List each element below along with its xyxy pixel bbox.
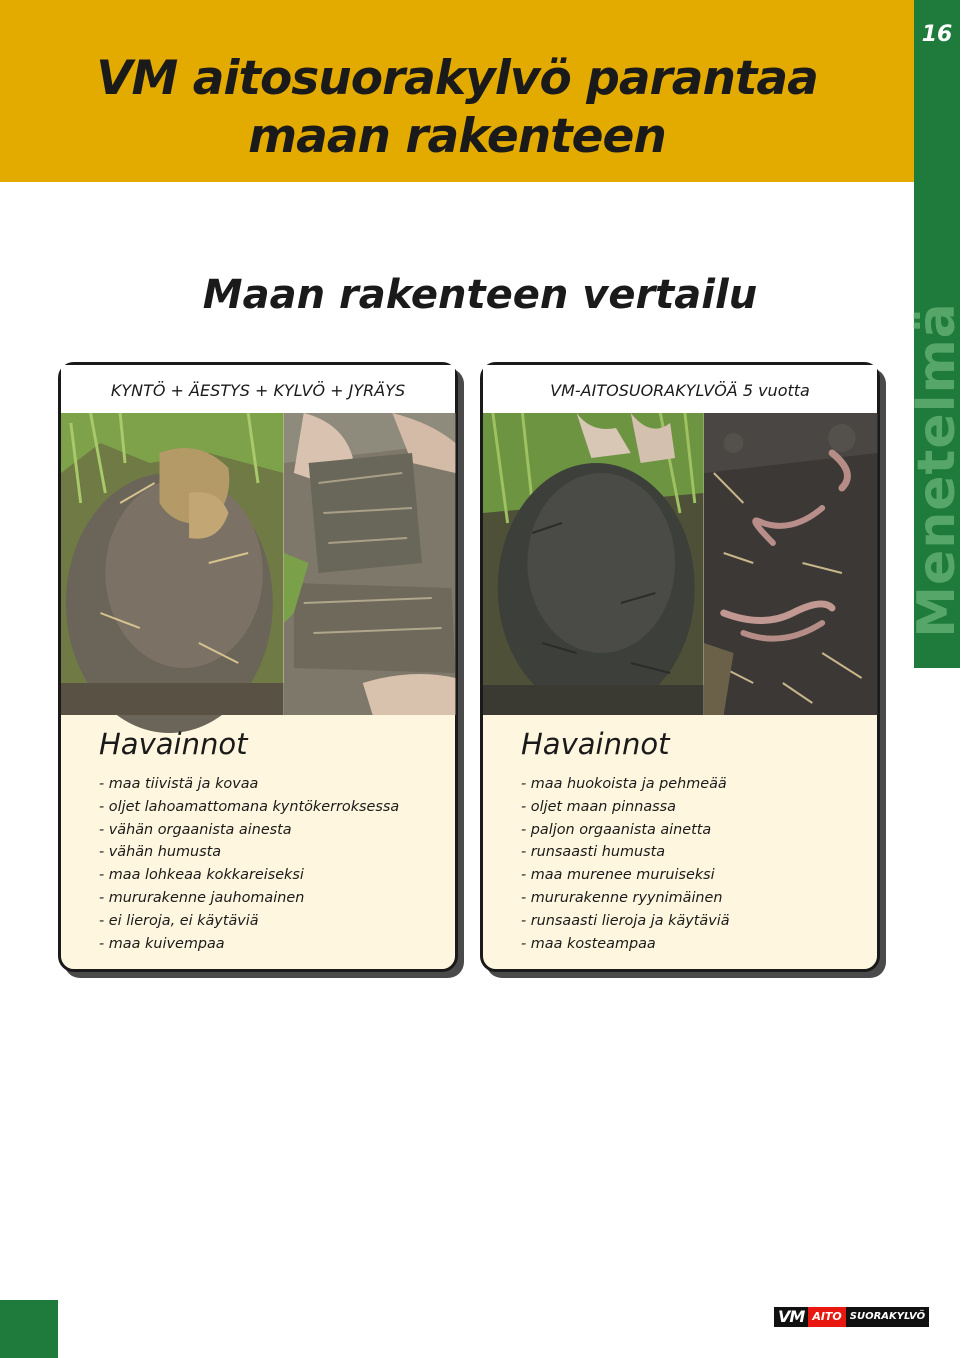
list-item: - maa kosteampaa [521,935,656,952]
list-item: - paljon orgaanista ainetta [521,821,712,838]
list-item: - oljet lahoamattomana kyntökerroksessa [99,798,400,815]
page-title-line-2: maan rakenteen [248,109,666,164]
soil-lump-photo [483,413,704,715]
earthworms-in-soil-photo [704,413,877,715]
panel-conventional [58,362,458,972]
hands-holding-soil-photo [284,413,455,715]
observations-list [521,773,730,955]
panel-direct-drilling [480,362,880,972]
list-item: - vähän orgaanista ainesta [99,821,292,838]
page-title-line-1: VM aitosuorakylvö parantaa [96,51,818,106]
observations-title: Havainnot [521,727,670,761]
list-item: - oljet maan pinnassa [521,798,676,815]
panel-label: VM-AITOSUORAKYLVÖÄ 5 vuotta [550,381,810,400]
panel-header [61,365,455,413]
list-item: - maa tiivistä ja kovaa [99,776,259,792]
list-item: - mururakenne ryynimäinen [521,889,723,906]
panel-header [483,365,877,413]
list-item: - runsaasti lieroja ja käytäviä [521,912,730,929]
page-number: 16 [921,22,953,47]
photo-row [483,413,877,715]
page-title [0,50,914,166]
panel-card [58,362,458,972]
logo-part-vm: VM [774,1307,808,1327]
logo-part-suorakylvo: SUORAKYLVÖ [846,1307,929,1327]
list-item: - mururakenne jauhomainen [99,889,305,906]
photo-row [61,413,455,715]
comparison-title: Maan rakenteen vertailu [202,272,758,318]
panel-label: KYNTÖ + ÄESTYS + KYLVÖ + JYRÄYS [110,381,406,400]
logo-part-aito: AITO [808,1307,845,1327]
list-item: - ei lieroja, ei käytäviä [99,912,259,929]
list-item: - maa kuivempaa [99,935,225,952]
section-tab-label: Menetelmä [907,302,967,638]
list-item: - runsaasti humusta [521,844,666,861]
soil-clod-photo [61,413,284,715]
observations-list [99,773,399,955]
panel-card [480,362,880,972]
brand-logo [774,1307,928,1327]
list-item: - maa lohkeaa kokkareiseksi [99,867,304,884]
list-item: - maa murenee muruiseksi [521,867,715,884]
list-item: - vähän humusta [99,844,222,861]
list-item: - maa huokoista ja pehmeää [521,776,727,792]
corner-square [0,1300,58,1358]
observations-title: Havainnot [99,727,248,761]
